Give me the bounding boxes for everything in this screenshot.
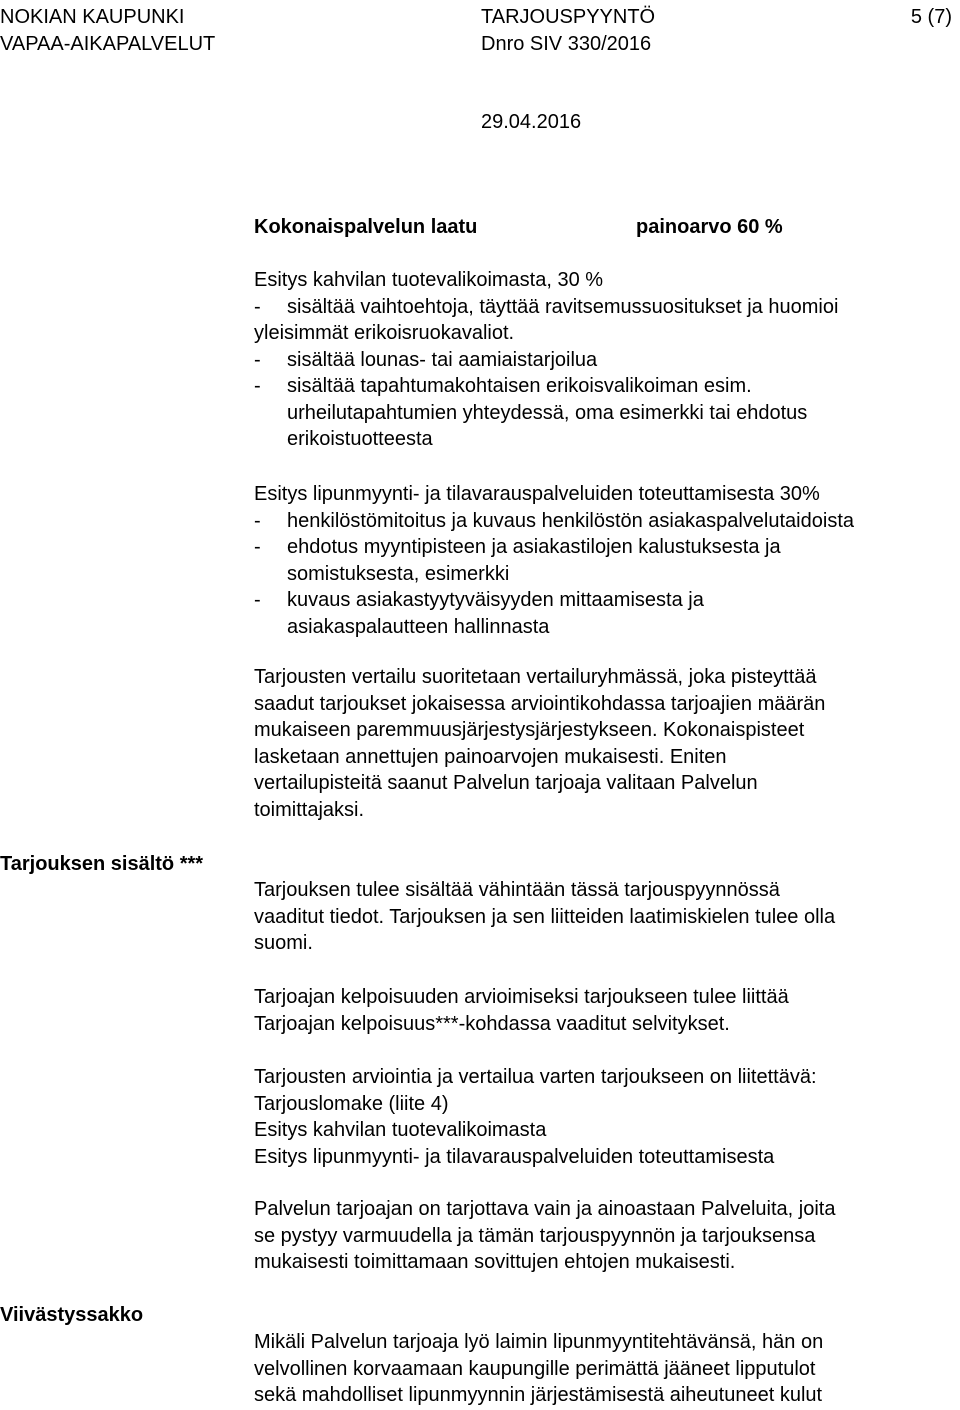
organization-name: NOKIAN KAUPUNKI [0, 6, 185, 28]
department-name: VAPAA-AIKAPALVELUT [0, 33, 216, 55]
cafe-block [254, 267, 838, 453]
list-dash: - [254, 509, 261, 532]
page-number: 5 (7) [910, 6, 952, 28]
comparison-paragraph: Tarjousten vertailu suoritetaan vertailuryhmässä, joka pisteyttää saadut tarjoukset jokaisessa arviointikohdassa tarjoajien määrän mukaiseen paremmuusjärjestysjärjestykseen. Kokonaispisteet lasketaan annettujen painoarvojen mukaisesti. Eniten vertailupisteitä saanut Palvelun tarjoaja valitaan Palvelun toimittajaksi. [254, 666, 826, 821]
tickets-heading: Esitys lipunmyynti- ja tilavarauspalveluiden toteuttamisesta 30% [254, 483, 820, 505]
document-number: Dnro SIV 330/2016 [481, 33, 652, 55]
list-item: - sisältää tapahtumakohtaisen erikoisvalikoiman esim. urheilutapahtumien yhteydessä, oma esimerkki tai ehdotus erikoistuotteesta [254, 375, 808, 450]
list-dash: - [254, 375, 261, 397]
section-title: Kokonaispalvelun laatu [254, 216, 478, 238]
list-dash: - [254, 589, 261, 611]
list-item: - kuvaus asiakastyytyväisyyden mittaamisesta ja asiakaspalautteen hallinnasta [254, 589, 704, 638]
offer-content-paragraph: Tarjouksen tulee sisältää vähintään tässä tarjouspyynnössä vaaditut tiedot. Tarjouksen ja sen liitteiden laatimiskielen tulee olla suomi. [254, 879, 836, 954]
list-item: - sisältää vaihtoehtoja, täyttää ravitsemussuositukset ja huomioi [254, 294, 838, 321]
list-item: - henkilöstömitoitus ja kuvaus henkilöstön asiakaspalvelutaidoista [254, 508, 854, 535]
offer-content-label: Tarjouksen sisältö *** [0, 853, 204, 875]
list-dash: - [254, 295, 261, 318]
list-dash: - [254, 348, 261, 371]
tickets-block [254, 481, 854, 640]
section-weight: painoarvo 60 % [636, 216, 783, 238]
document-type: TARJOUSPYYNTÖ [481, 6, 656, 28]
attachments-paragraph: Tarjousten arviointia ja vertailua varten tarjoukseen on liitettävä: Tarjouslomake (liite 4) Esitys kahvilan tuotevalikoimasta Esitys lipunmyynti- ja tilavarauspalveluiden toteuttamisesta [254, 1066, 817, 1168]
document-date: 29.04.2016 [481, 111, 582, 133]
services-paragraph: Palvelun tarjoajan on tarjottava vain ja ainoastaan Palveluita, joita se pystyy varmuudella ja tämän tarjouspyynnön ja tarjouksensa mukaisesti toimittamaan sovittujen ehtojen mukaisesti. [254, 1198, 836, 1273]
eligibility-paragraph: Tarjoajan kelpoisuuden arvioimiseksi tarjoukseen tulee liittää Tarjoajan kelpoisuus***-kohdassa vaaditut selvitykset. [254, 986, 789, 1035]
cafe-heading: Esitys kahvilan tuotevalikoimasta, 30 % [254, 269, 604, 291]
list-item: - ehdotus myyntipisteen ja asiakastilojen kalustuksesta ja somistuksesta, esimerkki [254, 536, 781, 585]
list-item-continuation: yleisimmät erikoisruokavaliot. [254, 322, 515, 344]
penalty-label: Viivästyssakko [0, 1304, 144, 1326]
list-dash: - [254, 536, 261, 558]
list-item: - sisältää lounas- tai aamiaistarjoilua [254, 347, 838, 374]
penalty-paragraph: Mikäli Palvelun tarjoaja lyö laimin lipunmyyntitehtävänsä, hän on velvollinen korvaamaan kaupungille perimättä jääneet lipputulot sekä mahdolliset lipunmyynnin järjestämisestä aiheutuneet kulut [254, 1331, 824, 1406]
